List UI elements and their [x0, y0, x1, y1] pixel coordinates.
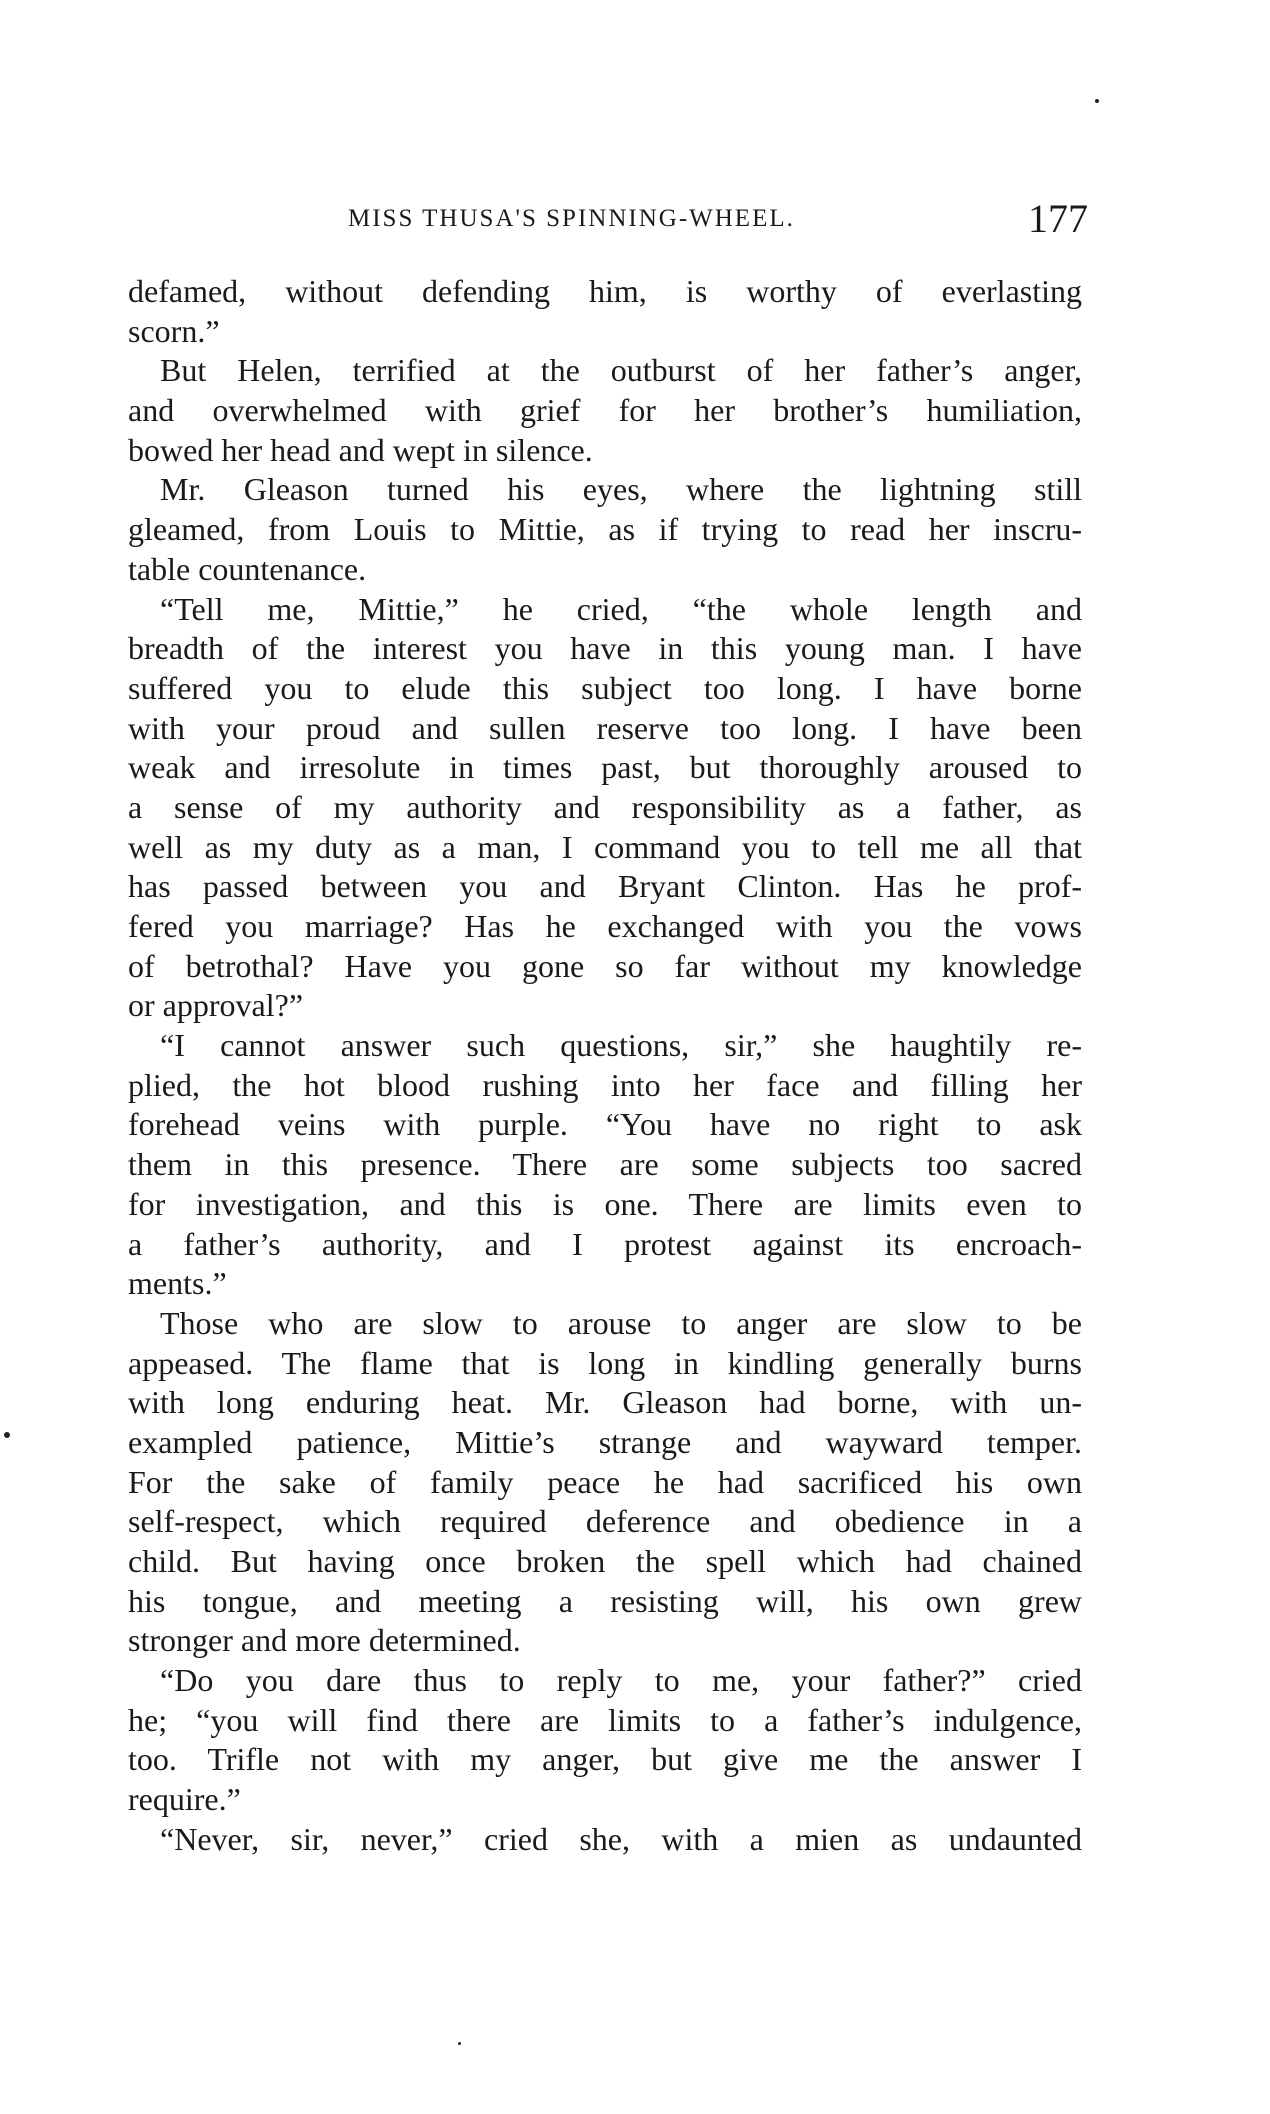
text-line: a father’s authority, and I protest against its encroach- [128, 1225, 1082, 1262]
text-line: has passed between you and Bryant Clinton. Has he prof- [128, 868, 1082, 905]
text-line: of betrothal? Have you gone so far without my knowledge [128, 947, 1082, 984]
text-line: stronger and more determined. [128, 1622, 521, 1659]
text-line: scorn.” [128, 312, 220, 349]
text-line: exampled patience, Mittie’s strange and wayward temper. [128, 1423, 1082, 1460]
text-line: he; “you will find there are limits to a father’s indulgence, [128, 1701, 1082, 1738]
text-line: For the sake of family peace he had sacrificed his own [128, 1463, 1082, 1500]
text-line: self-respect, which required deference and obedience in a [128, 1503, 1082, 1540]
text-line: appeased. The flame that is long in kindling generally burns [128, 1344, 1082, 1381]
text-line: “Never, sir, never,” cried she, with a mien as undaunted [160, 1820, 1082, 1857]
text-line: require.” [128, 1781, 241, 1818]
scan-speck [4, 1432, 10, 1438]
text-line: weak and irresolute in times past, but thoroughly aroused to [128, 749, 1082, 786]
text-line: fered you marriage? Has he exchanged with you the vows [128, 908, 1082, 944]
text-line: well as my duty as a man, I command you to tell me all that [128, 828, 1082, 865]
text-line: But Helen, terrified at the outburst of her father’s anger, [160, 352, 1082, 389]
text-line: suffered you to elude this subject too long. I have borne [128, 669, 1082, 706]
text-line: a sense of my authority and responsibility as a father, as [128, 788, 1082, 825]
text-line: table countenance. [128, 550, 367, 587]
scan-speck [458, 2042, 461, 2045]
scan-speck [1095, 99, 1099, 103]
text-line: “I cannot answer such questions, sir,” she haughtily re- [160, 1027, 1082, 1064]
text-line: “Tell me, Mittie,” he cried, “the whole length and [160, 590, 1082, 627]
text-line: too. Trifle not with my anger, but give me the answer I [128, 1741, 1082, 1778]
text-line: forehead veins with purple. “You have no right to ask [128, 1106, 1082, 1143]
text-line: plied, the hot blood rushing into her face and filling her [128, 1066, 1082, 1103]
text-line: ments.” [128, 1265, 227, 1302]
text-line: gleamed, from Louis to Mittie, as if trying to read her inscru- [128, 511, 1082, 548]
page-number: 177 [1028, 196, 1088, 241]
text-line: “Do you dare thus to reply to me, your father?” cried [160, 1662, 1082, 1699]
text-line: his tongue, and meeting a resisting will, his own grew [128, 1582, 1082, 1619]
text-line: bowed her head and wept in silence. [128, 431, 593, 468]
running-title: MISS THUSA'S SPINNING-WHEEL. [348, 205, 795, 232]
running-head [128, 195, 1088, 243]
text-line: with long enduring heat. Mr. Gleason had borne, with un- [128, 1384, 1082, 1421]
text-line: Mr. Gleason turned his eyes, where the lightning still [160, 471, 1082, 508]
text-line: for investigation, and this is one. There are limits even to [128, 1185, 1082, 1222]
text-line: Those who are slow to arouse to anger are slow to be [160, 1304, 1082, 1341]
text-line: them in this presence. There are some subjects too sacred [128, 1146, 1082, 1183]
text-line: with your proud and sullen reserve too long. I have been [128, 709, 1082, 746]
text-line: or approval?” [128, 987, 304, 1024]
text-line: breadth of the interest you have in this young man. I have [128, 630, 1082, 667]
body-text [128, 272, 1082, 1860]
text-line: child. But having once broken the spell which had chained [128, 1543, 1082, 1579]
text-line: and overwhelmed with grief for her brother’s humiliation, [128, 392, 1082, 429]
text-line: defamed, without defending him, is worthy of everlasting [128, 273, 1082, 309]
